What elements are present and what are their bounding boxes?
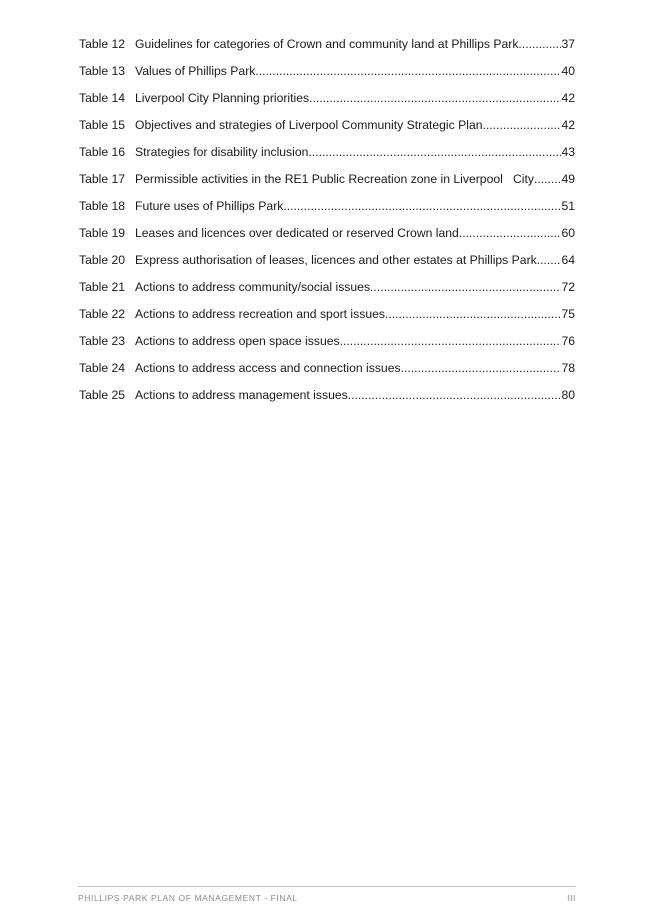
toc-entry-number: Table 13 [79,64,126,78]
dot-leader [483,117,562,133]
dot-leader [518,36,561,52]
footer-document-title: PHILLIPS PARK PLAN OF MANAGEMENT - FINAL [78,893,298,903]
toc-entry-page: 42 [561,118,575,132]
toc-entry-number: Table 16 [79,145,126,159]
toc-entry-number: Table 23 [79,334,126,348]
toc-entry[interactable] [79,279,575,306]
toc-entry-title: Actions to address community/social issues [135,280,371,294]
dot-leader [459,225,562,241]
dot-leader [534,171,561,187]
dot-leader [308,144,561,160]
toc-entry-title: Guidelines for categories of Crown and community land at Phillips Park [135,37,519,51]
toc-entry[interactable] [79,198,575,225]
dot-leader [385,306,561,322]
table-of-tables [79,36,575,414]
toc-entry-number: Table 24 [79,361,126,375]
toc-entry-number: Table 19 [79,226,126,240]
toc-entry-number: Table 12 [79,37,126,51]
toc-entry-title: Actions to address access and connection issues [135,361,401,375]
toc-entry-page: 72 [561,280,575,294]
toc-entry-title: Permissible activities in the RE1 Public Recreation zone in Liverpool City [135,172,534,186]
toc-entry-page: 78 [561,361,575,375]
toc-entry-title: Future uses of Phillips Park [135,199,284,213]
toc-entry-title: Leases and licences over dedicated or reserved Crown land [135,226,459,240]
toc-entry[interactable] [79,117,575,144]
toc-entry-page: 75 [561,307,575,321]
toc-entry-title: Actions to address open space issues [135,334,340,348]
toc-entry-page: 37 [561,37,575,51]
dot-leader [340,333,562,349]
toc-entry-title: Objectives and strategies of Liverpool Community Strategic Plan [135,118,483,132]
toc-entry[interactable] [79,63,575,90]
dot-leader [370,279,561,295]
toc-entry-page: 49 [561,172,575,186]
toc-entry[interactable] [79,333,575,360]
toc-entry-page: 40 [561,64,575,78]
toc-entry[interactable] [79,144,575,171]
toc-entry-page: 60 [561,226,575,240]
footer-page-number: III [567,893,576,903]
toc-entry-page: 80 [561,388,575,402]
dot-leader [309,90,561,106]
toc-entry-number: Table 14 [79,91,126,105]
toc-entry-number: Table 21 [79,280,126,294]
toc-entry[interactable] [79,90,575,117]
toc-entry[interactable] [79,387,575,414]
toc-entry-title: Liverpool City Planning priorities [135,91,310,105]
dot-leader [348,387,562,403]
toc-entry-title: Actions to address recreation and sport issues [135,307,385,321]
toc-entry-title: Values of Phillips Park [135,64,256,78]
toc-entry[interactable] [79,306,575,333]
toc-entry-page: 64 [561,253,575,267]
toc-entry-page: 43 [561,145,575,159]
toc-entry-title: Strategies for disability inclusion [135,145,309,159]
page-footer [78,886,576,903]
toc-entry[interactable] [79,36,575,63]
toc-entry-number: Table 22 [79,307,126,321]
toc-entry-number: Table 15 [79,118,126,132]
toc-entry[interactable] [79,171,575,198]
toc-entry-number: Table 17 [79,172,126,186]
toc-entry-page: 51 [561,199,575,213]
toc-entry-page: 76 [561,334,575,348]
dot-leader [255,63,561,79]
toc-entry-title: Actions to address management issues [135,388,348,402]
toc-entry-title: Express authorisation of leases, licences and other estates at Phillips Park [135,253,537,267]
toc-entry-number: Table 20 [79,253,126,267]
toc-entry[interactable] [79,225,575,252]
toc-entry[interactable] [79,360,575,387]
toc-entry-page: 42 [561,91,575,105]
toc-entry-number: Table 25 [79,388,126,402]
dot-leader [283,198,561,214]
toc-entry-number: Table 18 [79,199,126,213]
dot-leader [537,252,562,268]
dot-leader [401,360,562,376]
toc-entry[interactable] [79,252,575,279]
